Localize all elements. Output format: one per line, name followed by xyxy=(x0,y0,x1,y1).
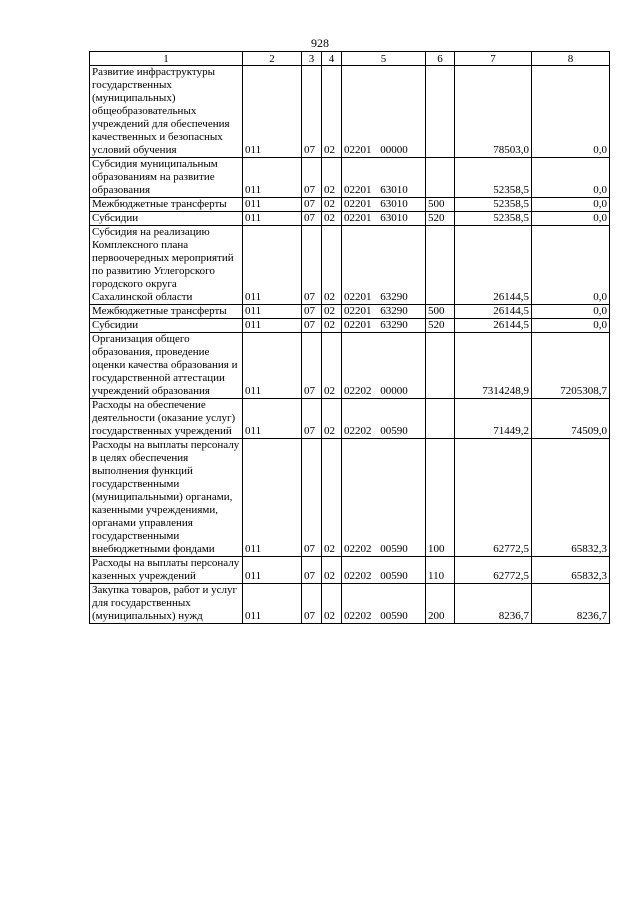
row-code-cell: 011 xyxy=(243,557,302,584)
budget-table xyxy=(89,51,610,624)
row-section-cell: 07 xyxy=(302,584,322,624)
row-amount-year1-cell: 62772,5 xyxy=(455,439,532,557)
header-row xyxy=(90,52,610,66)
row-subsection-cell: 02 xyxy=(322,305,342,319)
row-section-cell: 07 xyxy=(302,439,322,557)
row-amount-year2-cell: 65832,3 xyxy=(532,439,610,557)
row-amount-year1-cell: 52358,5 xyxy=(455,198,532,212)
row-subsection-cell: 02 xyxy=(322,584,342,624)
row-expense-type-cell xyxy=(426,66,455,158)
row-amount-year2-cell: 7205308,7 xyxy=(532,333,610,399)
row-amount-year2-cell: 0,0 xyxy=(532,226,610,305)
row-name-cell: Расходы на выплаты персоналу казенных учреждений xyxy=(90,557,243,584)
row-target-article-cell: 02201 63290 xyxy=(342,305,426,319)
row-amount-year1-cell: 8236,7 xyxy=(455,584,532,624)
row-name-cell: Закупка товаров, работ и услуг для государственных (муниципальных) нужд xyxy=(90,584,243,624)
row-amount-year1-cell: 26144,5 xyxy=(455,305,532,319)
row-subsection-cell: 02 xyxy=(322,319,342,333)
row-expense-type-cell xyxy=(426,333,455,399)
row-code-cell: 011 xyxy=(243,158,302,198)
header-cell-3: 3 xyxy=(302,52,322,66)
row-amount-year1-cell: 7314248,9 xyxy=(455,333,532,399)
row-expense-type-cell xyxy=(426,158,455,198)
row-amount-year2-cell: 0,0 xyxy=(532,305,610,319)
row-name-cell: Субсидии xyxy=(90,319,243,333)
row-amount-year2-cell: 8236,7 xyxy=(532,584,610,624)
row-amount-year2-cell: 0,0 xyxy=(532,212,610,226)
header-cell-4: 4 xyxy=(322,52,342,66)
row-amount-year1-cell: 78503,0 xyxy=(455,66,532,158)
row-subsection-cell: 02 xyxy=(322,198,342,212)
row-expense-type-cell: 500 xyxy=(426,305,455,319)
row-target-article-cell: 02201 00000 xyxy=(342,66,426,158)
row-amount-year1-cell: 26144,5 xyxy=(455,319,532,333)
table-row xyxy=(90,66,610,158)
table-row xyxy=(90,212,610,226)
page-number: 928 xyxy=(311,36,329,50)
table-row xyxy=(90,584,610,624)
row-amount-year1-cell: 52358,5 xyxy=(455,158,532,198)
row-amount-year1-cell: 71449,2 xyxy=(455,399,532,439)
row-section-cell: 07 xyxy=(302,557,322,584)
row-amount-year2-cell: 0,0 xyxy=(532,158,610,198)
row-name-cell: Субсидия на реализацию Комплексного плана первоочередных мероприятий по развитию Углегорского городского округа Сахалинской области xyxy=(90,226,243,305)
row-target-article-cell: 02202 00590 xyxy=(342,439,426,557)
row-code-cell: 011 xyxy=(243,66,302,158)
table-row xyxy=(90,439,610,557)
row-expense-type-cell: 520 xyxy=(426,319,455,333)
row-amount-year1-cell: 62772,5 xyxy=(455,557,532,584)
row-target-article-cell: 02201 63010 xyxy=(342,212,426,226)
table-row xyxy=(90,226,610,305)
row-expense-type-cell: 100 xyxy=(426,439,455,557)
row-name-cell: Межбюджетные трансферты xyxy=(90,198,243,212)
row-name-cell: Организация общего образования, проведение оценки качества образования и государственной аттестации учреждений образования xyxy=(90,333,243,399)
row-section-cell: 07 xyxy=(302,158,322,198)
row-subsection-cell: 02 xyxy=(322,439,342,557)
row-subsection-cell: 02 xyxy=(322,212,342,226)
row-name-cell: Расходы на обеспечение деятельности (оказание услуг) государственных учреждений xyxy=(90,399,243,439)
row-code-cell: 011 xyxy=(243,319,302,333)
row-section-cell: 07 xyxy=(302,305,322,319)
row-code-cell: 011 xyxy=(243,226,302,305)
row-name-cell: Развитие инфраструктуры государственных (муниципальных) общеобразовательных учреждений для обеспечения качественных и безопасных условий обучения xyxy=(90,66,243,158)
row-code-cell: 011 xyxy=(243,584,302,624)
row-code-cell: 011 xyxy=(243,333,302,399)
table-row xyxy=(90,557,610,584)
row-target-article-cell: 02202 00590 xyxy=(342,557,426,584)
row-expense-type-cell xyxy=(426,399,455,439)
row-section-cell: 07 xyxy=(302,399,322,439)
table-body xyxy=(90,52,610,624)
row-subsection-cell: 02 xyxy=(322,226,342,305)
row-name-cell: Субсидии xyxy=(90,212,243,226)
row-subsection-cell: 02 xyxy=(322,158,342,198)
row-amount-year2-cell: 74509,0 xyxy=(532,399,610,439)
row-code-cell: 011 xyxy=(243,212,302,226)
row-section-cell: 07 xyxy=(302,226,322,305)
row-amount-year1-cell: 52358,5 xyxy=(455,212,532,226)
row-section-cell: 07 xyxy=(302,66,322,158)
row-target-article-cell: 02201 63290 xyxy=(342,226,426,305)
row-amount-year2-cell: 65832,3 xyxy=(532,557,610,584)
header-cell-5: 5 xyxy=(342,52,426,66)
row-code-cell: 011 xyxy=(243,399,302,439)
row-section-cell: 07 xyxy=(302,212,322,226)
row-subsection-cell: 02 xyxy=(322,557,342,584)
row-amount-year2-cell: 0,0 xyxy=(532,319,610,333)
row-expense-type-cell: 110 xyxy=(426,557,455,584)
header-cell-6: 6 xyxy=(426,52,455,66)
row-expense-type-cell xyxy=(426,226,455,305)
header-cell-8: 8 xyxy=(532,52,610,66)
table-row xyxy=(90,305,610,319)
table-row xyxy=(90,399,610,439)
row-amount-year2-cell: 0,0 xyxy=(532,198,610,212)
row-target-article-cell: 02201 63010 xyxy=(342,198,426,212)
header-cell-7: 7 xyxy=(455,52,532,66)
table-row xyxy=(90,158,610,198)
header-cell-2: 2 xyxy=(243,52,302,66)
row-code-cell: 011 xyxy=(243,198,302,212)
row-code-cell: 011 xyxy=(243,439,302,557)
row-target-article-cell: 02202 00590 xyxy=(342,399,426,439)
row-expense-type-cell: 500 xyxy=(426,198,455,212)
row-target-article-cell: 02201 63010 xyxy=(342,158,426,198)
row-subsection-cell: 02 xyxy=(322,333,342,399)
row-amount-year1-cell: 26144,5 xyxy=(455,226,532,305)
row-section-cell: 07 xyxy=(302,198,322,212)
row-amount-year2-cell: 0,0 xyxy=(532,66,610,158)
table-row xyxy=(90,198,610,212)
row-expense-type-cell: 200 xyxy=(426,584,455,624)
row-section-cell: 07 xyxy=(302,319,322,333)
row-name-cell: Субсидия муниципальным образованиям на развитие образования xyxy=(90,158,243,198)
row-expense-type-cell: 520 xyxy=(426,212,455,226)
row-subsection-cell: 02 xyxy=(322,399,342,439)
row-name-cell: Расходы на выплаты персоналу в целях обеспечения выполнения функций государственными (муниципальными) органами, казенными учреждениями, органами управления государственными внебюджетными фондами xyxy=(90,439,243,557)
row-target-article-cell: 02202 00000 xyxy=(342,333,426,399)
table-row xyxy=(90,333,610,399)
row-target-article-cell: 02202 00590 xyxy=(342,584,426,624)
row-target-article-cell: 02201 63290 xyxy=(342,319,426,333)
row-section-cell: 07 xyxy=(302,333,322,399)
row-code-cell: 011 xyxy=(243,305,302,319)
row-subsection-cell: 02 xyxy=(322,66,342,158)
header-cell-1: 1 xyxy=(90,52,243,66)
row-name-cell: Межбюджетные трансферты xyxy=(90,305,243,319)
table-row xyxy=(90,319,610,333)
